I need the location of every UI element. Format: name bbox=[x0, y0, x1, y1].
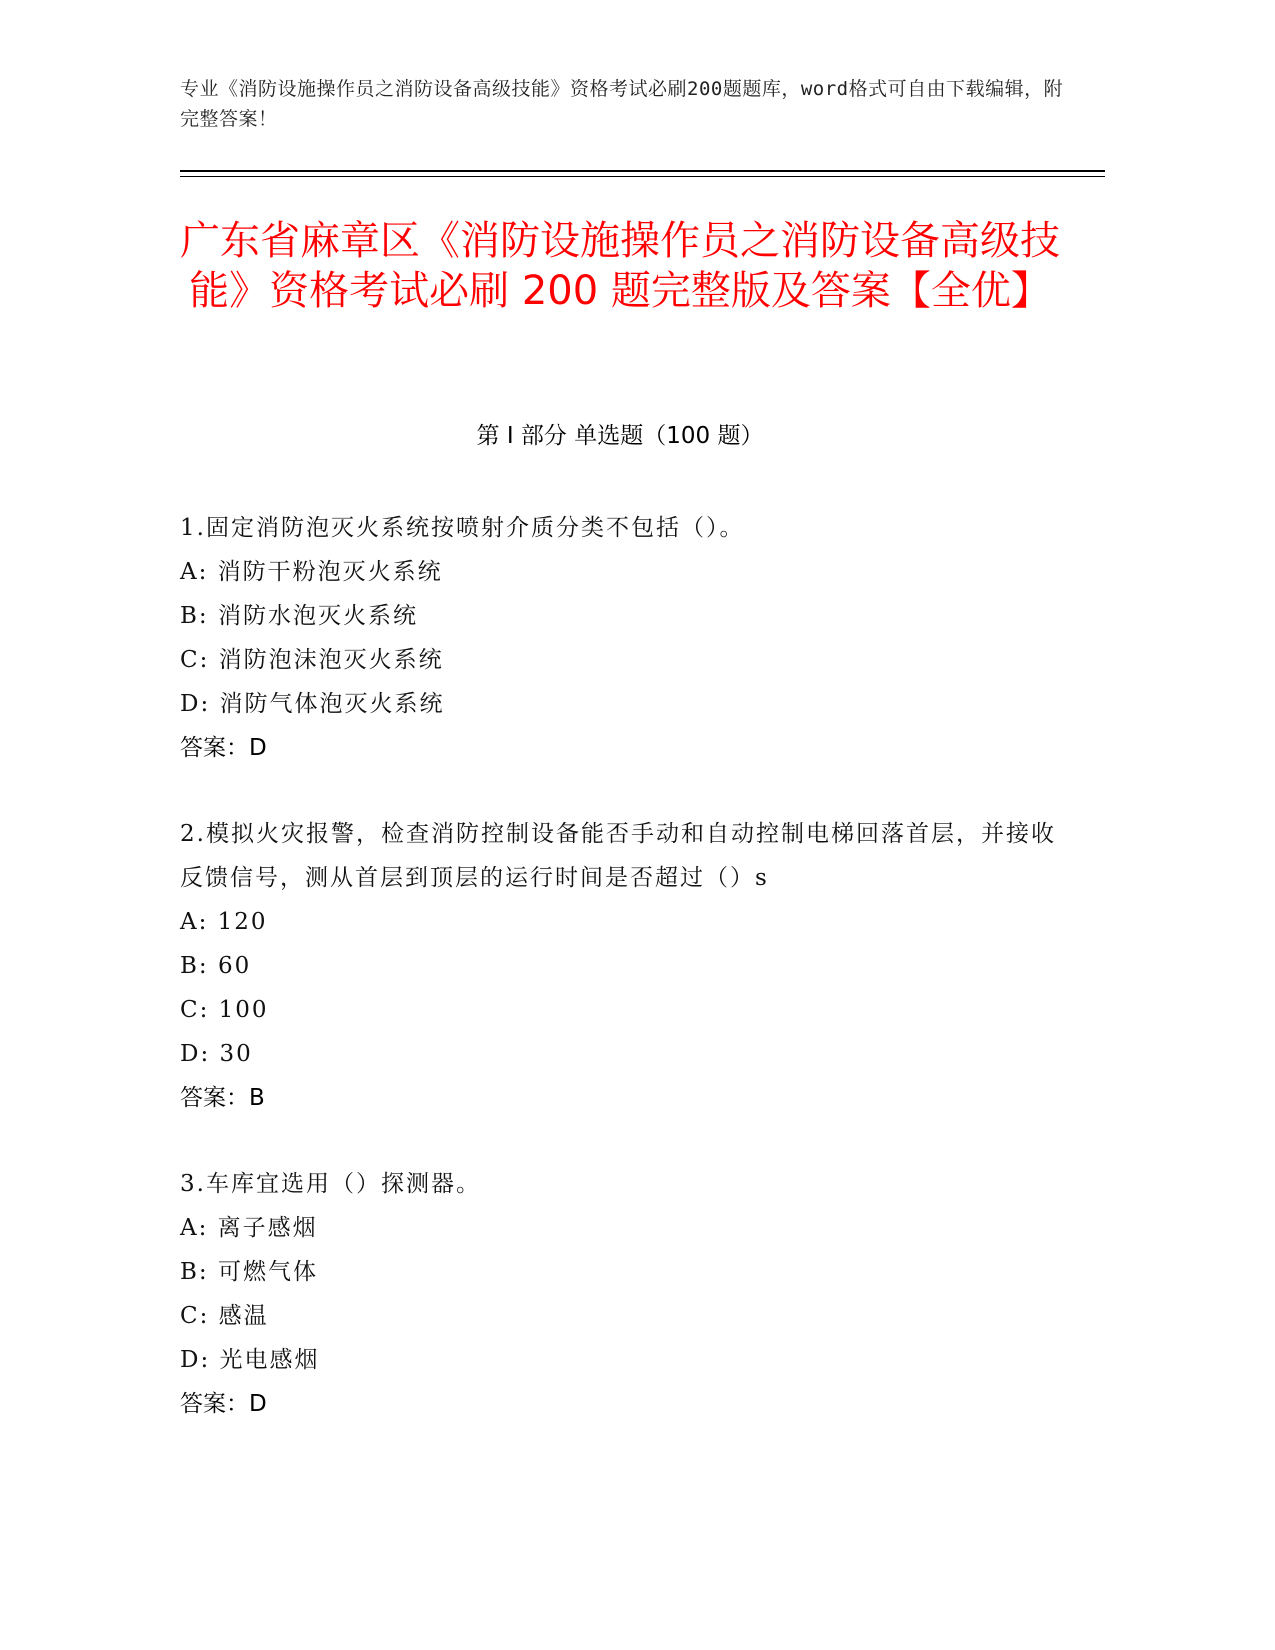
option-d: D: 消防气体泡灭火系统 bbox=[180, 691, 445, 717]
question-list bbox=[180, 506, 1060, 1468]
option-d: D: 光电感烟 bbox=[180, 1347, 320, 1373]
question-2 bbox=[180, 812, 1060, 1120]
question-stem: 3.车库宜选用（）探测器。 bbox=[180, 1171, 481, 1197]
answer: 答案：D bbox=[180, 1391, 267, 1417]
question-stem: 2.模拟火灾报警，检查消防控制设备能否手动和自动控制电梯回落首层，并接收反馈信号，测从首层到顶层的运行时间是否超过（）s bbox=[180, 821, 1056, 891]
document-title: 广东省麻章区《消防设施操作员之消防设备高级技能》资格考试必刷 200 题完整版及答案【全优】 bbox=[180, 218, 1060, 314]
option-a: A: 离子感烟 bbox=[180, 1215, 318, 1241]
option-a: A: 120 bbox=[180, 909, 268, 935]
header-rule-thick bbox=[180, 170, 1105, 172]
option-c: C: 消防泡沫泡灭火系统 bbox=[180, 647, 444, 673]
option-b: B: 可燃气体 bbox=[180, 1259, 318, 1285]
answer: 答案：D bbox=[180, 735, 267, 761]
option-d: D: 30 bbox=[180, 1041, 253, 1067]
option-b: B: 消防水泡灭火系统 bbox=[180, 603, 418, 629]
header-note: 专业《消防设施操作员之消防设备高级技能》资格考试必刷200题题库，word格式可自由下载编辑，附完整答案！ bbox=[180, 78, 1064, 130]
option-a: A: 消防干粉泡灭火系统 bbox=[180, 559, 443, 585]
option-c: C: 感温 bbox=[180, 1303, 269, 1329]
question-stem: 1.固定消防泡灭火系统按喷射介质分类不包括（）。 bbox=[180, 515, 745, 541]
option-b: B: 60 bbox=[180, 953, 252, 979]
option-c: C: 100 bbox=[180, 997, 269, 1023]
question-3 bbox=[180, 1162, 1060, 1426]
section-title: 第 I 部分 单选题（100 题） bbox=[476, 423, 764, 449]
question-1 bbox=[180, 506, 1060, 770]
header-rule-thin bbox=[180, 176, 1105, 177]
answer: 答案：B bbox=[180, 1085, 265, 1111]
